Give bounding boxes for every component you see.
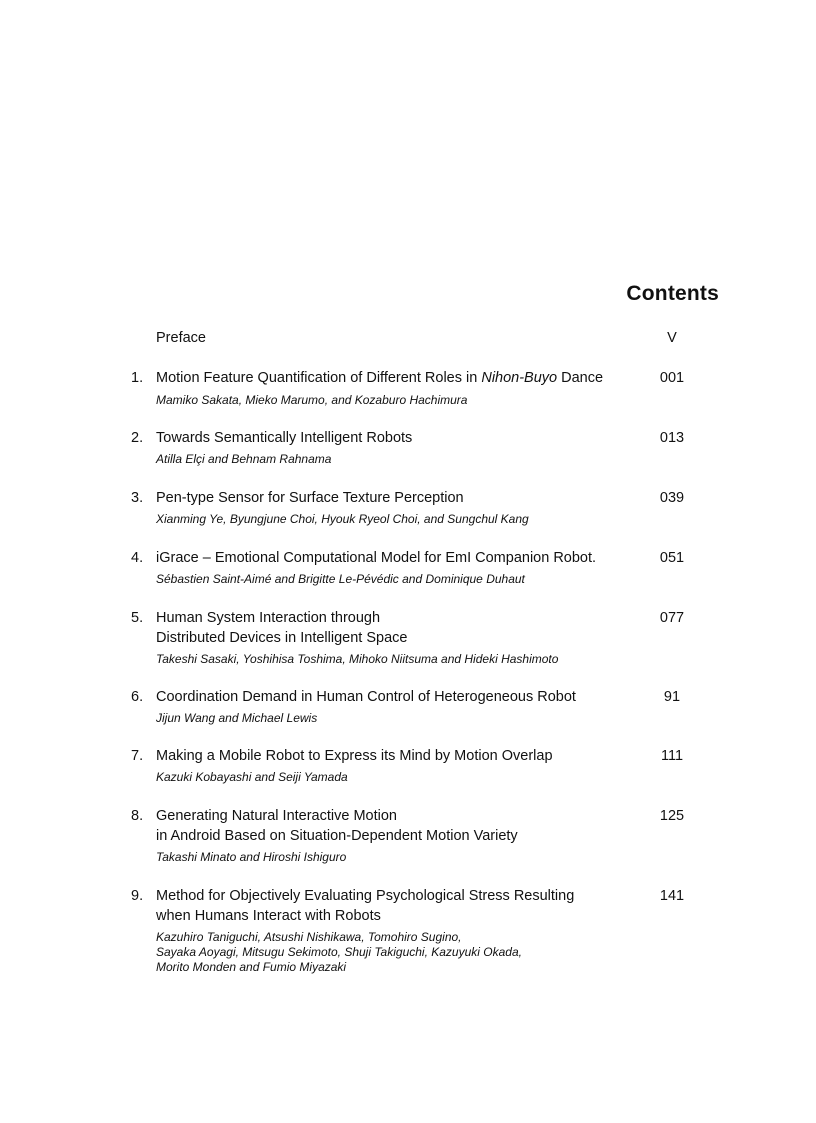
entry-authors: Sébastien Saint-Aimé and Brigitte Le-Pévédic and Dominique Duhaut [156,572,525,586]
entry-page: 111 [660,748,684,764]
preface-page: V [667,330,677,346]
entry-authors-line-2: Sayaka Aoyagi, Mitsugu Sekimoto, Shuji Takiguchi, Kazuyuki Okada, [156,945,522,959]
entry-page: 001 [659,370,685,386]
toc-entry-5[interactable] [0,608,816,668]
entry-page: 077 [659,610,685,626]
entry-authors: Kazuki Kobayashi and Seiji Yamada [156,770,348,784]
entry-page: 141 [659,888,685,904]
toc-entry-7[interactable] [0,746,816,786]
entry-title: Pen-type Sensor for Surface Texture Perception [156,490,464,506]
entry-page: 039 [659,490,685,506]
entry-number: 2. [131,430,144,446]
entry-authors: Takashi Minato and Hiroshi Ishiguro [156,850,347,864]
entry-authors: Xianming Ye, Byungjune Choi, Hyouk Ryeol Choi, and Sungchul Kang [156,512,529,526]
entry-authors: Jijun Wang and Michael Lewis [156,711,318,725]
entry-number: 4. [131,550,144,566]
entry-title: Coordination Demand in Human Control of Heterogeneous Robot [156,689,576,705]
entry-title-line-2: Distributed Devices in Intelligent Space [156,630,408,646]
toc-entry-8[interactable] [0,806,816,866]
entry-title-part: Dance [557,370,604,386]
entry-title-line-2: in Android Based on Situation-Dependent Motion Variety [156,828,518,844]
page-title: Contents [626,282,719,305]
toc-entry-1[interactable] [0,368,816,408]
entry-title-line-1: Generating Natural Interactive Motion [156,808,397,824]
entry-page: 051 [659,550,685,566]
entry-number: 8. [131,808,144,824]
toc-entry-4[interactable] [0,548,816,588]
entry-title-part: Motion Feature Quantification of Different Roles in [156,370,482,386]
entry-authors: Mamiko Sakata, Mieko Marumo, and Kozaburo Hachimura [156,393,468,407]
entry-number: 7. [131,748,144,764]
entry-title: Making a Mobile Robot to Express its Mind by Motion Overlap [156,748,553,764]
toc-entry-2[interactable] [0,428,816,468]
entry-authors: Atilla Elçi and Behnam Rahnama [156,452,332,466]
entry-page: 013 [659,430,685,446]
entry-page: 91 [663,689,681,705]
entry-number: 3. [131,490,144,506]
entry-authors: Takeshi Sasaki, Yoshihisa Toshima, Mihoko Niitsuma and Hideki Hashimoto [156,652,559,666]
entry-title [156,368,603,388]
entry-title-italic-part: Nihon-Buyo [481,370,558,386]
entry-number: 6. [131,689,144,705]
entry-title-line-1: Human System Interaction through [156,610,381,626]
entry-number: 5. [131,610,144,626]
entry-number: 9. [131,888,144,904]
entry-title-line-2: when Humans Interact with Robots [156,908,381,924]
toc-entry-3[interactable] [0,488,816,528]
toc-entry-9[interactable] [0,886,816,978]
entry-page: 125 [659,808,685,824]
entry-authors-line-3: Morito Monden and Fumio Miyazaki [156,960,347,974]
toc-entry-6[interactable] [0,687,816,727]
preface-label: Preface [156,330,206,346]
entry-number: 1. [131,370,144,386]
entry-title: iGrace – Emotional Computational Model for EmI Companion Robot. [156,550,597,566]
entry-title-line-1: Method for Objectively Evaluating Psychological Stress Resulting [156,888,575,904]
entry-title: Towards Semantically Intelligent Robots [156,430,413,446]
entry-authors-line-1: Kazuhiro Taniguchi, Atsushi Nishikawa, Tomohiro Sugino, [156,930,462,944]
toc-entry-preface[interactable] [0,328,816,348]
